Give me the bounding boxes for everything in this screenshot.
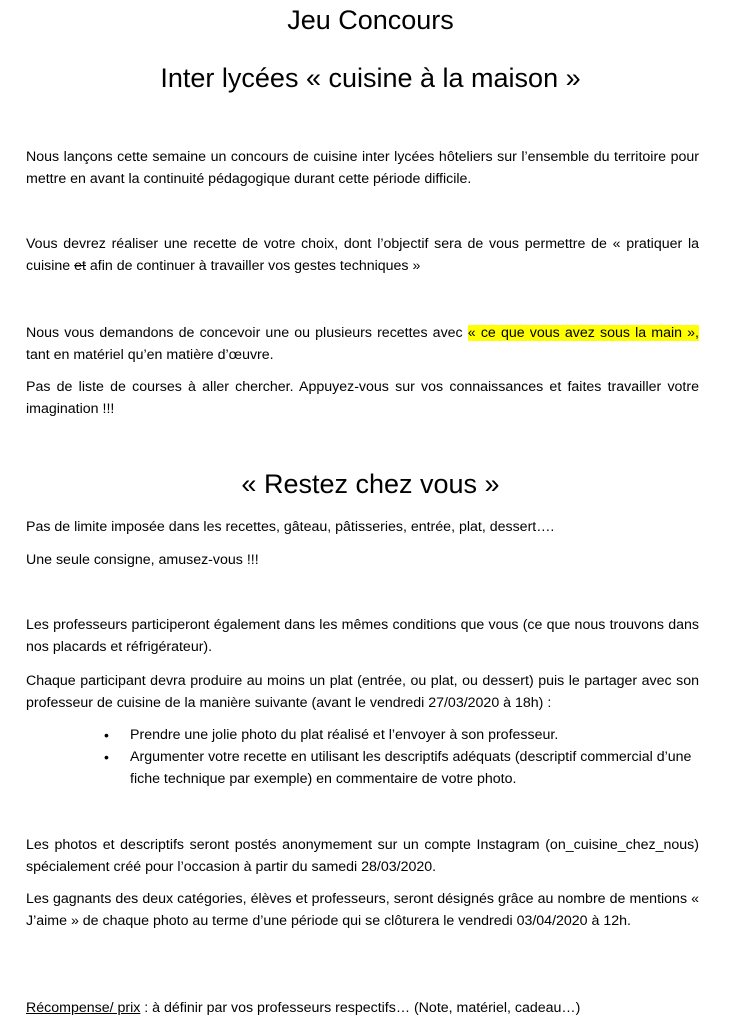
reward-line [26,997,699,1019]
list-item-text: Prendre une jolie photo du plat réalisé et l’envoyer à son professeur. [130,727,559,743]
intro-paragraph-3-b: tant en matériel qu’en matière d’œuvre. [26,347,274,363]
intro-paragraph-1: Nous lançons cette semaine un concours de cuisine inter lycées hôteliers sur l’ensemble du territoire pour mettre en avant la continuité pédagogique durant cette période difficile. [26,149,699,187]
intro-paragraph-2-a: Vous devrez réaliser une recette de votre choix, dont l’objectif sera de vous permettre de « pratiquer la cuisine [26,236,699,274]
intro-paragraph-2 [26,233,699,277]
list-item [104,746,699,790]
title-line-1: Jeu Concours [287,5,454,35]
list-item-text: Argumenter votre recette en utilisant les descriptifs adéquats (descriptif commercial d’une fiche technique par exemple) en commentaire de votre photo. [130,749,692,787]
reward-label: Récompense/ prix [26,1000,141,1016]
paragraph-7: Les professeurs participeront également dans les mêmes conditions que vous (ce que nous trouvons dans nos placards et réfrigérateur). [26,617,699,655]
intro-paragraph-3-a: Nous vous demandons de concevoir une ou plusieurs recettes avec [26,325,468,341]
bullet-icon: • [104,749,109,765]
paragraph-10: Les gagnants des deux catégories, élèves et professeurs, seront désignés grâce au nombre de mentions « J’aime » de chaque photo au terme d’une période qui se clôturera le vendredi 03/04/2020 à 12h. [26,891,699,929]
intro-paragraph-2-b: afin de continuer à travailler vos gestes techniques » [85,258,421,274]
bullet-icon: • [104,727,109,743]
list-item [104,724,699,746]
struck-word: et [74,258,86,274]
intro-paragraph-3 [26,322,699,366]
intro-paragraph-4: Pas de liste de courses à aller chercher. Appuyez-vous sur vos connaissances et faites travailler votre imagination !!! [26,379,699,417]
bullet-list [104,724,699,790]
title-line-2: Inter lycées « cuisine à la maison » [160,63,581,93]
paragraph-6: Une seule consigne, amusez-vous !!! [26,552,259,568]
paragraph-5: Pas de limite imposée dans les recettes, gâteau, pâtisseries, entrée, plat, dessert…. [26,519,555,535]
highlighted-phrase: « ce que vous avez sous la main », [467,325,699,341]
reward-text: : à définir par vos professeurs respectifs… (Note, matériel, cadeau…) [140,1000,581,1016]
paragraph-9: Les photos et descriptifs seront postés anonymement sur un compte Instagram (on_cuisine_chez_nous) spécialement créé pour l’occasion à partir du samedi 28/03/2020. [26,837,699,875]
section-heading: « Restez chez vous » [241,469,500,499]
paragraph-8: Chaque participant devra produire au moins un plat (entrée, ou plat, ou dessert) puis le partager avec son professeur de cuisine de la manière suivante (avant le vendredi 27/03/2020 à 18h) : [26,673,699,711]
